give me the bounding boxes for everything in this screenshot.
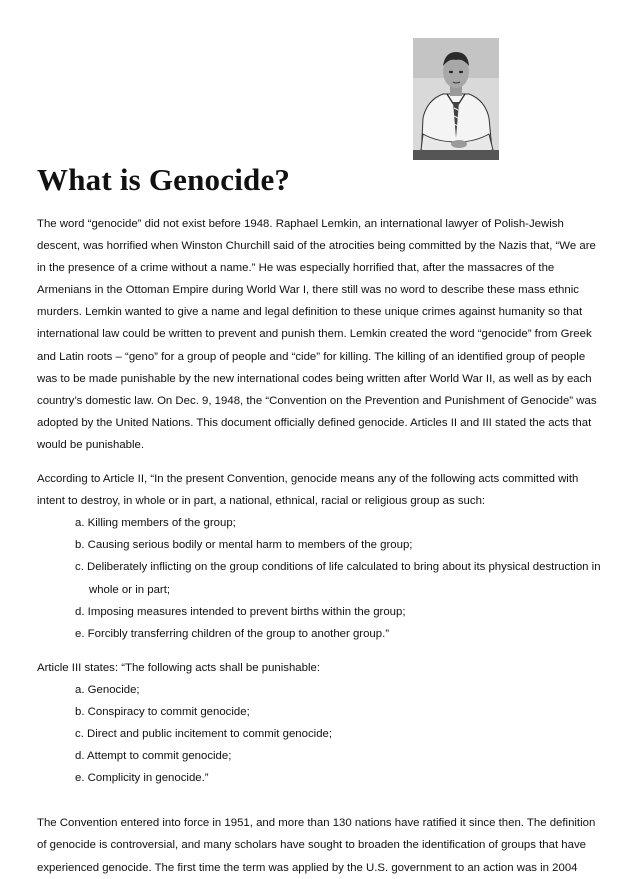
article3-lead-paragraph: Article III states: “The following acts shall be punishable:: [37, 661, 321, 674]
list-item: a. Killing members of the group;: [75, 517, 236, 530]
page-title: What is Genocide?: [37, 162, 291, 197]
list-item: d. Imposing measures intended to prevent births within the group;: [75, 605, 406, 618]
list-item: b. Causing serious bodily or mental harm to members of the group;: [75, 539, 413, 552]
list-item: d. Attempt to commit genocide;: [75, 750, 232, 763]
list-item: e. Complicity in genocide.”: [75, 772, 209, 785]
closing-paragraph: The Convention entered into force in 1951, and more than 130 nations have ratified it since then. The definition of genocide is controversial, and many scholars have sought to broaden the identification of groups that have experienced genocide. The first time the term was applied by the U.S. government to an action was in 2004: [37, 817, 596, 874]
article2-lead-paragraph: According to Article II, “In the present Convention, genocide means any of the following acts committed with intent to destroy, in whole or in part, a national, ethnical, racial or religious group as such:: [37, 473, 579, 508]
article2-acts-list: [37, 512, 607, 645]
portrait-image: [413, 38, 499, 160]
article-body: [37, 213, 607, 879]
list-item: a. Genocide;: [75, 683, 140, 696]
list-item: b. Conspiracy to commit genocide;: [75, 705, 250, 718]
lemkin-portrait-photo: [413, 38, 499, 160]
list-item: c. Deliberately inflicting on the group conditions of life calculated to bring about its physical destruction in whole or in part;: [75, 561, 601, 596]
list-item: c. Direct and public incitement to commit genocide;: [75, 728, 333, 741]
article3-acts-list: [37, 679, 607, 789]
list-item: e. Forcibly transferring children of the group to another group.”: [75, 627, 390, 640]
intro-paragraph: The word “genocide” did not exist before 1948. Raphael Lemkin, an international lawyer of Polish-Jewish descent, was horrified when Winston Churchill said of the atrocities being committed by the Nazis that, “We are in the presence of a crime without a name.” He was especially horrified that, after the massacres of the Armenians in the Ottoman Empire during World War I, there still was no word to describe these mass ethnic murders. Lemkin wanted to give a name and legal definition to these unique crimes against humanity so that international law could be written to prevent and punish them. Lemkin created the word “genocide” from Greek and Latin roots – “geno” for a group of people and “cide” for killing. The killing of an identified group of people was to be made punishable by the new international codes being written after World War II, as well as by each country’s domestic law. On Dec. 9, 1948, the “Convention on the Prevention and Punishment of Genocide” was adopted by the United Nations. This document officially defined genocide. Articles II and III stated the acts that would be punishable.: [37, 218, 597, 451]
